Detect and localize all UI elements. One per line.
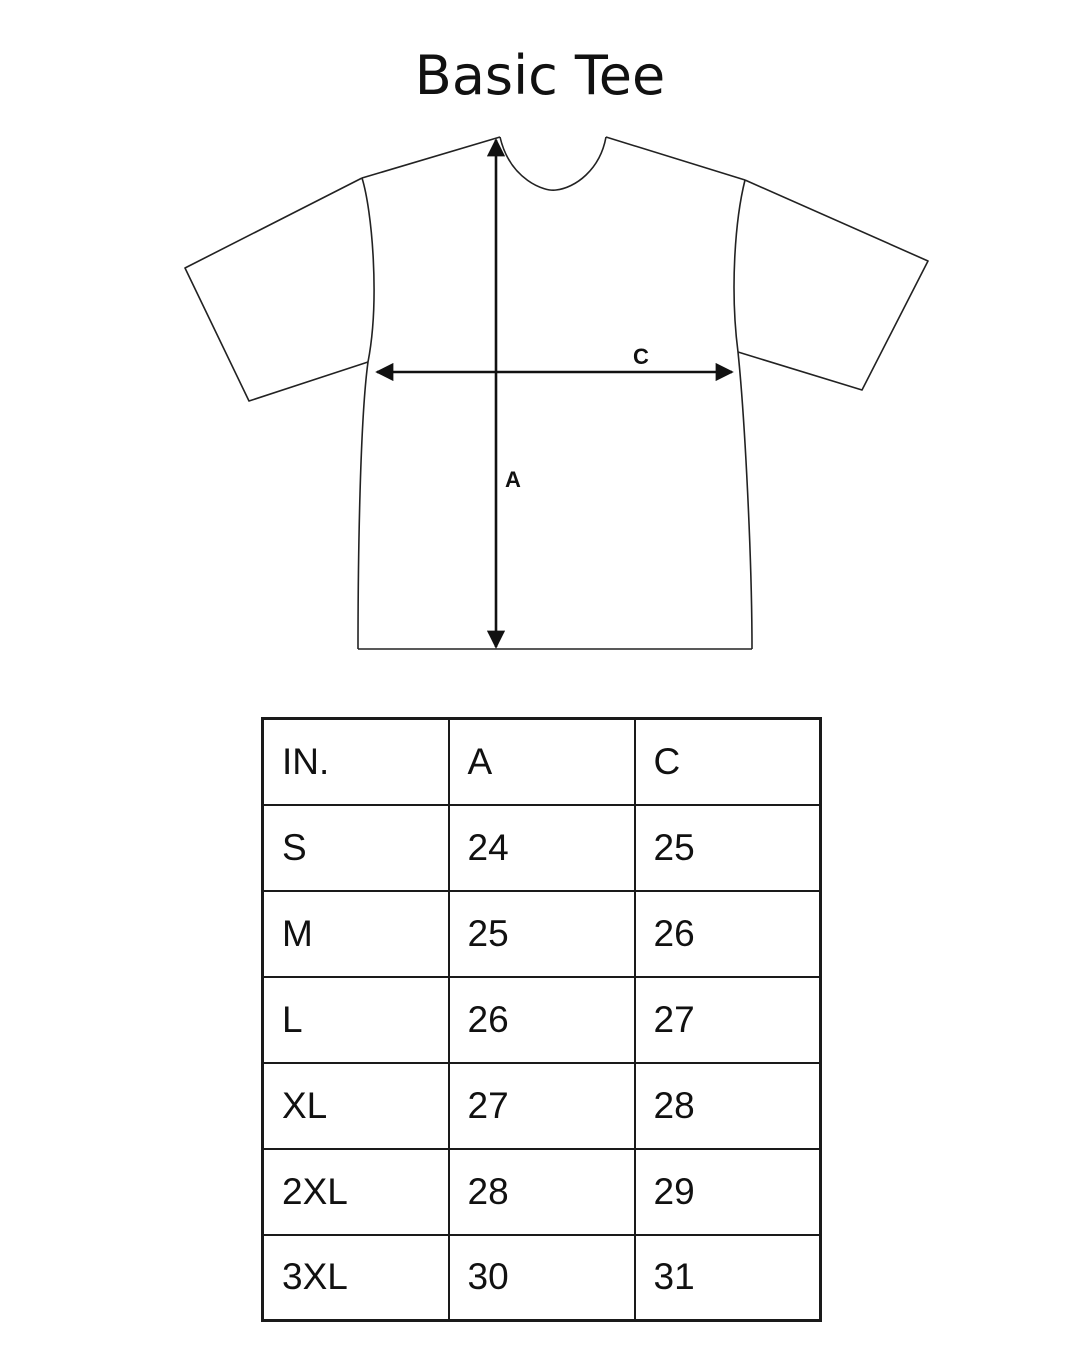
tshirt-collar [500,137,606,190]
page-title: Basic Tee [414,44,666,107]
table-row [263,1149,821,1235]
tshirt-outline [185,137,928,649]
value-cell-c: 26 [635,891,821,977]
size-cell: 2XL [263,1149,449,1235]
value-cell-c: 25 [635,805,821,891]
value-cell-c: 27 [635,977,821,1063]
tshirt-left-side [358,178,374,649]
size-cell: L [263,977,449,1063]
tshirt-left-sleeve [185,178,368,401]
table-row [263,1235,821,1321]
table-row [263,891,821,977]
tshirt-right-shoulder [606,137,745,180]
size-cell: XL [263,1063,449,1149]
header-cell-unit: IN. [263,719,449,805]
size-chart-table [261,717,822,1322]
size-cell: 3XL [263,1235,449,1321]
table-row [263,1063,821,1149]
value-cell-a: 28 [449,1149,635,1235]
size-cell: M [263,891,449,977]
value-cell-c: 29 [635,1149,821,1235]
value-cell-a: 25 [449,891,635,977]
chest-label-c: C [633,344,649,369]
tshirt-right-side [734,180,752,649]
value-cell-c: 31 [635,1235,821,1321]
value-cell-a: 27 [449,1063,635,1149]
length-label-a: A [505,467,521,492]
value-cell-a: 30 [449,1235,635,1321]
value-cell-a: 24 [449,805,635,891]
table-header-row [263,719,821,805]
value-cell-a: 26 [449,977,635,1063]
tshirt-left-shoulder [362,137,500,178]
value-cell-c: 28 [635,1063,821,1149]
header-cell-c: C [635,719,821,805]
size-cell: S [263,805,449,891]
table-row [263,805,821,891]
header-cell-a: A [449,719,635,805]
tshirt-right-sleeve [738,180,928,390]
table-row [263,977,821,1063]
